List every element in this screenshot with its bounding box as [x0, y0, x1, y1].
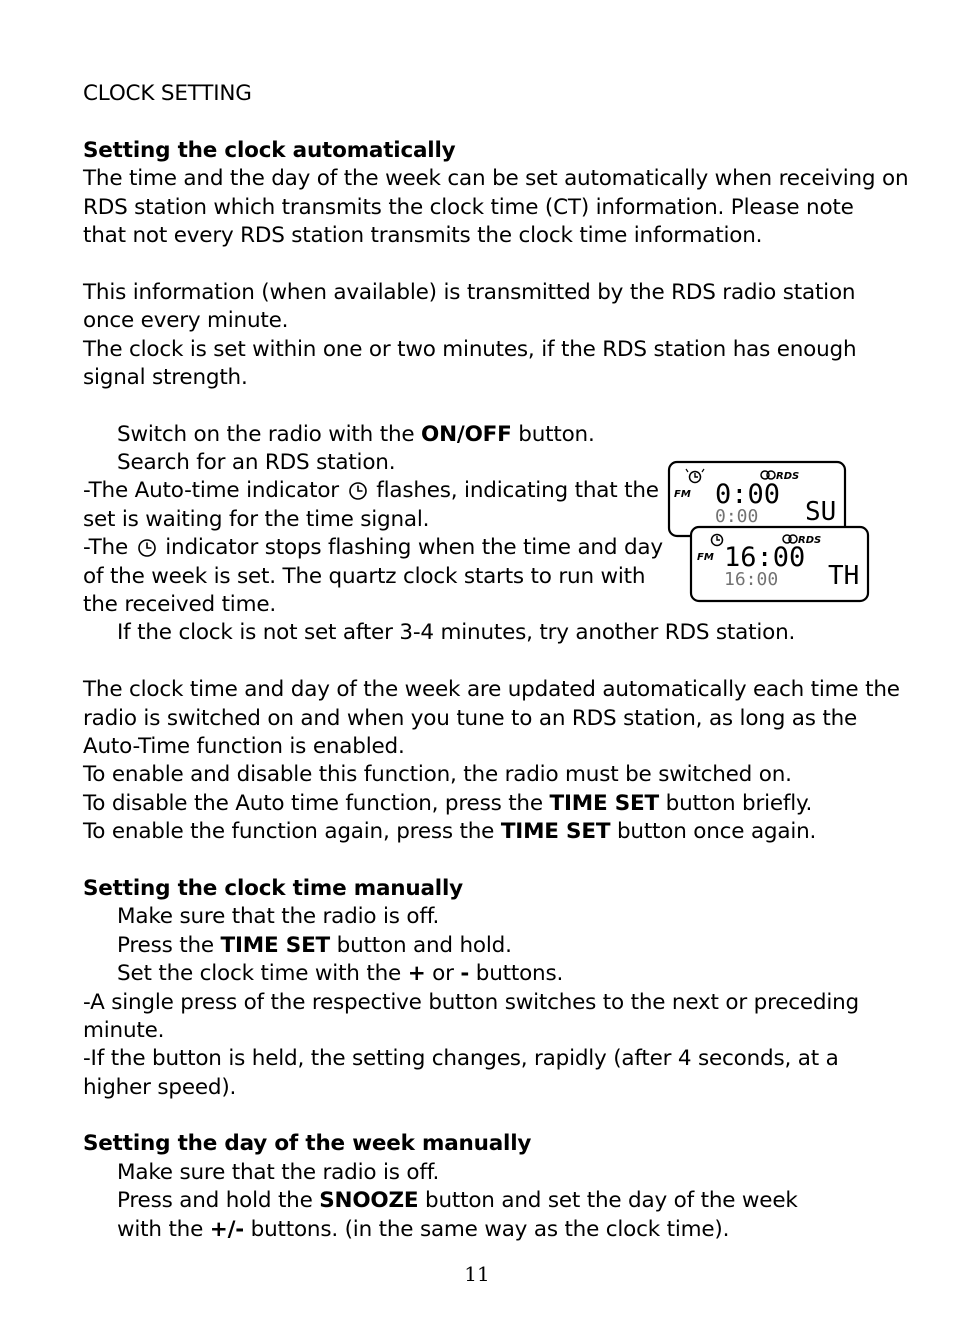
lcd-time: 0:00: [715, 479, 781, 510]
lcd-display-set: [691, 527, 868, 601]
step-try-another: If the clock is not set after 3-4 minutes, try another RDS station.: [117, 620, 796, 646]
lcd-display-illustration: [667, 460, 872, 605]
section-heading-manual-time: Setting the clock time manually: [83, 875, 463, 901]
page-title: CLOCK SETTING: [83, 81, 252, 106]
lcd-time-ghost: 16:00: [724, 569, 779, 590]
step-switch-on: Switch on the radio with the ON/OFF button.: [117, 421, 595, 447]
note-line: of the week is set. The quartz clock starts to run with: [83, 563, 646, 589]
auto-paragraph-line: Auto-Time function is enabled.: [83, 733, 405, 759]
svg-text:RDS: RDS: [798, 535, 822, 546]
auto-paragraph-line: The clock time and day of the week are updated automatically each time the: [83, 677, 900, 703]
note-line: set is waiting for the time signal.: [83, 506, 430, 532]
auto-paragraph-line: radio is switched on and when you tune to an RDS station, as long as the: [83, 705, 858, 731]
svg-text:RDS: RDS: [776, 471, 800, 482]
manual-time-step: Press the TIME SET button and hold.: [117, 932, 512, 958]
document-body: [83, 80, 909, 1244]
fm-label: FM: [674, 489, 691, 500]
section-heading-auto: Setting the clock automatically: [83, 137, 456, 163]
page-number: 11: [464, 1262, 490, 1286]
clock-icon: [348, 481, 368, 501]
manual-time-note: -If the button is held, the setting changes, rapidly (after 4 seconds, at a: [83, 1046, 839, 1072]
manual-day-step: Make sure that the radio is off.: [117, 1159, 440, 1185]
step-search-rds: Search for an RDS station.: [117, 450, 396, 476]
clock-icon: [137, 538, 157, 558]
auto-paragraph-line: The time and the day of the week can be set automatically when receiving on: [83, 166, 909, 192]
note-line: the received time.: [83, 592, 276, 618]
enable-instruction: To enable the function again, press the TIME SET button once again.: [83, 819, 817, 845]
lcd-time: 16:00: [724, 542, 806, 573]
lcd-day: SU: [805, 497, 837, 527]
manual-time-note: -A single press of the respective button switches to the next or preceding: [83, 989, 860, 1015]
manual-day-step: Press and hold the SNOOZE button and set the day of the week: [117, 1188, 798, 1214]
auto-paragraph-line: To enable and disable this function, the radio must be switched on.: [83, 762, 792, 788]
auto-paragraph-line: The clock is set within one or two minutes, if the RDS station has enough: [83, 336, 857, 362]
lcd-time-ghost: 0:00: [715, 506, 759, 527]
lcd-display-flashing: [669, 462, 845, 536]
disable-instruction: To disable the Auto time function, press the TIME SET button briefly.: [83, 790, 813, 816]
lcd-day: TH: [828, 561, 860, 591]
manual-time-note: higher speed).: [83, 1074, 237, 1100]
manual-time-note: minute.: [83, 1017, 165, 1043]
auto-paragraph-line: once every minute.: [83, 308, 289, 334]
auto-paragraph-line: This information (when available) is transmitted by the RDS radio station: [83, 279, 856, 305]
auto-paragraph-line: that not every RDS station transmits the clock time information.: [83, 222, 763, 248]
auto-paragraph-line: signal strength.: [83, 364, 248, 390]
manual-time-step: Make sure that the radio is off.: [117, 904, 440, 930]
note-auto-time-indicator: -The Auto-time indicator flashes, indicating that the: [83, 478, 659, 504]
manual-time-step: Set the clock time with the + or - buttons.: [117, 961, 564, 987]
manual-day-step: with the +/- buttons. (in the same way as the clock time).: [117, 1216, 730, 1242]
note-indicator-stops: -The indicator stops flashing when the time and day: [83, 535, 663, 561]
fm-label: FM: [697, 552, 714, 563]
auto-paragraph-line: RDS station which transmits the clock time (CT) information. Please note: [83, 194, 854, 220]
section-heading-manual-day: Setting the day of the week manually: [83, 1131, 532, 1157]
